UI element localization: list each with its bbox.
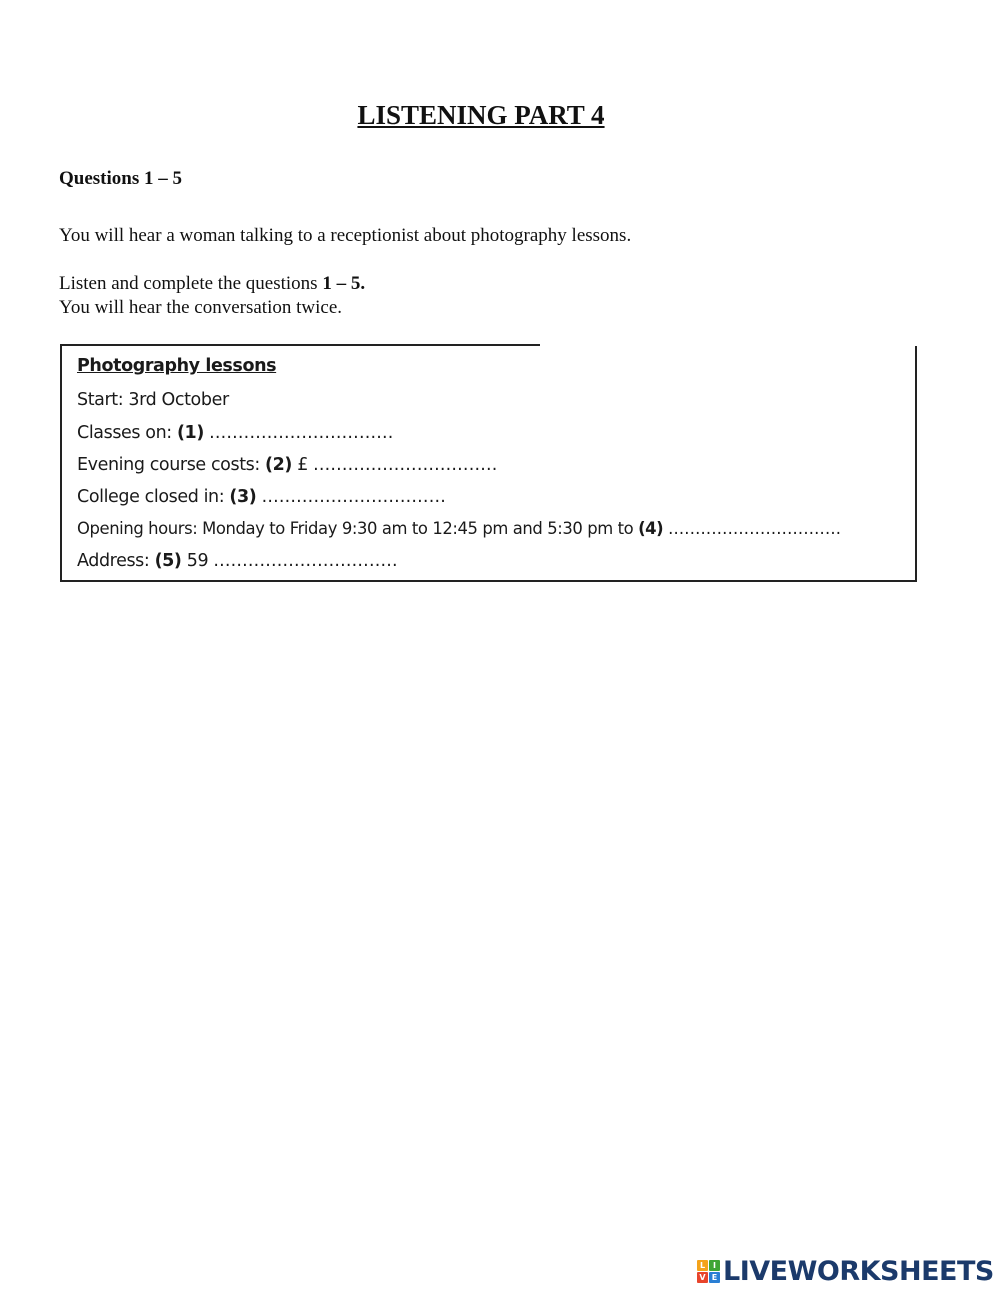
question-row-5 xyxy=(77,551,398,571)
logo-block: I xyxy=(709,1260,720,1271)
question-number: (3) xyxy=(229,487,257,507)
answer-blank-3[interactable]: ................................ xyxy=(261,487,446,507)
lesson-notes-box xyxy=(60,346,917,582)
logo-block: E xyxy=(709,1272,720,1283)
page-title: LISTENING PART 4 xyxy=(357,100,605,130)
row-label: Classes on: xyxy=(77,423,177,443)
row-label: Address: xyxy=(77,551,155,571)
question-row-4 xyxy=(77,519,841,538)
question-number: (4) xyxy=(638,519,664,538)
question-number: (5) xyxy=(154,551,182,571)
box-top-border xyxy=(60,344,540,346)
box-title: Photography lessons xyxy=(77,356,277,376)
logo-block: L xyxy=(697,1260,708,1271)
instructions xyxy=(59,272,365,320)
answer-blank-1[interactable]: ................................ xyxy=(209,423,394,443)
start-row: Start: 3rd October xyxy=(77,390,229,410)
answer-blank-2[interactable]: ................................ xyxy=(313,455,498,475)
question-row-3 xyxy=(77,487,446,507)
row-label: Opening hours: Monday to Friday 9:30 am to 12:45 pm and 5:30 pm to xyxy=(77,519,639,538)
question-number: (1) xyxy=(176,423,204,443)
question-number: (2) xyxy=(265,455,293,475)
answer-blank-5[interactable]: ................................ xyxy=(213,551,398,571)
questions-heading: Questions 1 – 5 xyxy=(59,168,182,189)
instruction-line1-prefix: Listen and complete the questions xyxy=(59,273,323,294)
liveworksheets-logo xyxy=(697,1256,994,1287)
row-label: College closed in: xyxy=(77,487,230,507)
row-after: 59 xyxy=(181,551,214,571)
question-row-1 xyxy=(77,423,394,443)
logo-blocks-icon xyxy=(697,1260,720,1283)
question-row-2 xyxy=(77,455,498,475)
instruction-line2: You will hear the conversation twice. xyxy=(59,297,343,318)
row-after: £ xyxy=(292,455,314,475)
answer-blank-4[interactable]: ................................ xyxy=(668,519,842,538)
logo-text: LIVEWORKSHEETS xyxy=(723,1256,994,1287)
intro-text: You will hear a woman talking to a receptionist about photography lessons. xyxy=(59,225,632,246)
instruction-line1-bold: 1 – 5. xyxy=(322,273,366,294)
row-label: Evening course costs: xyxy=(77,455,266,475)
logo-block: V xyxy=(697,1272,708,1283)
